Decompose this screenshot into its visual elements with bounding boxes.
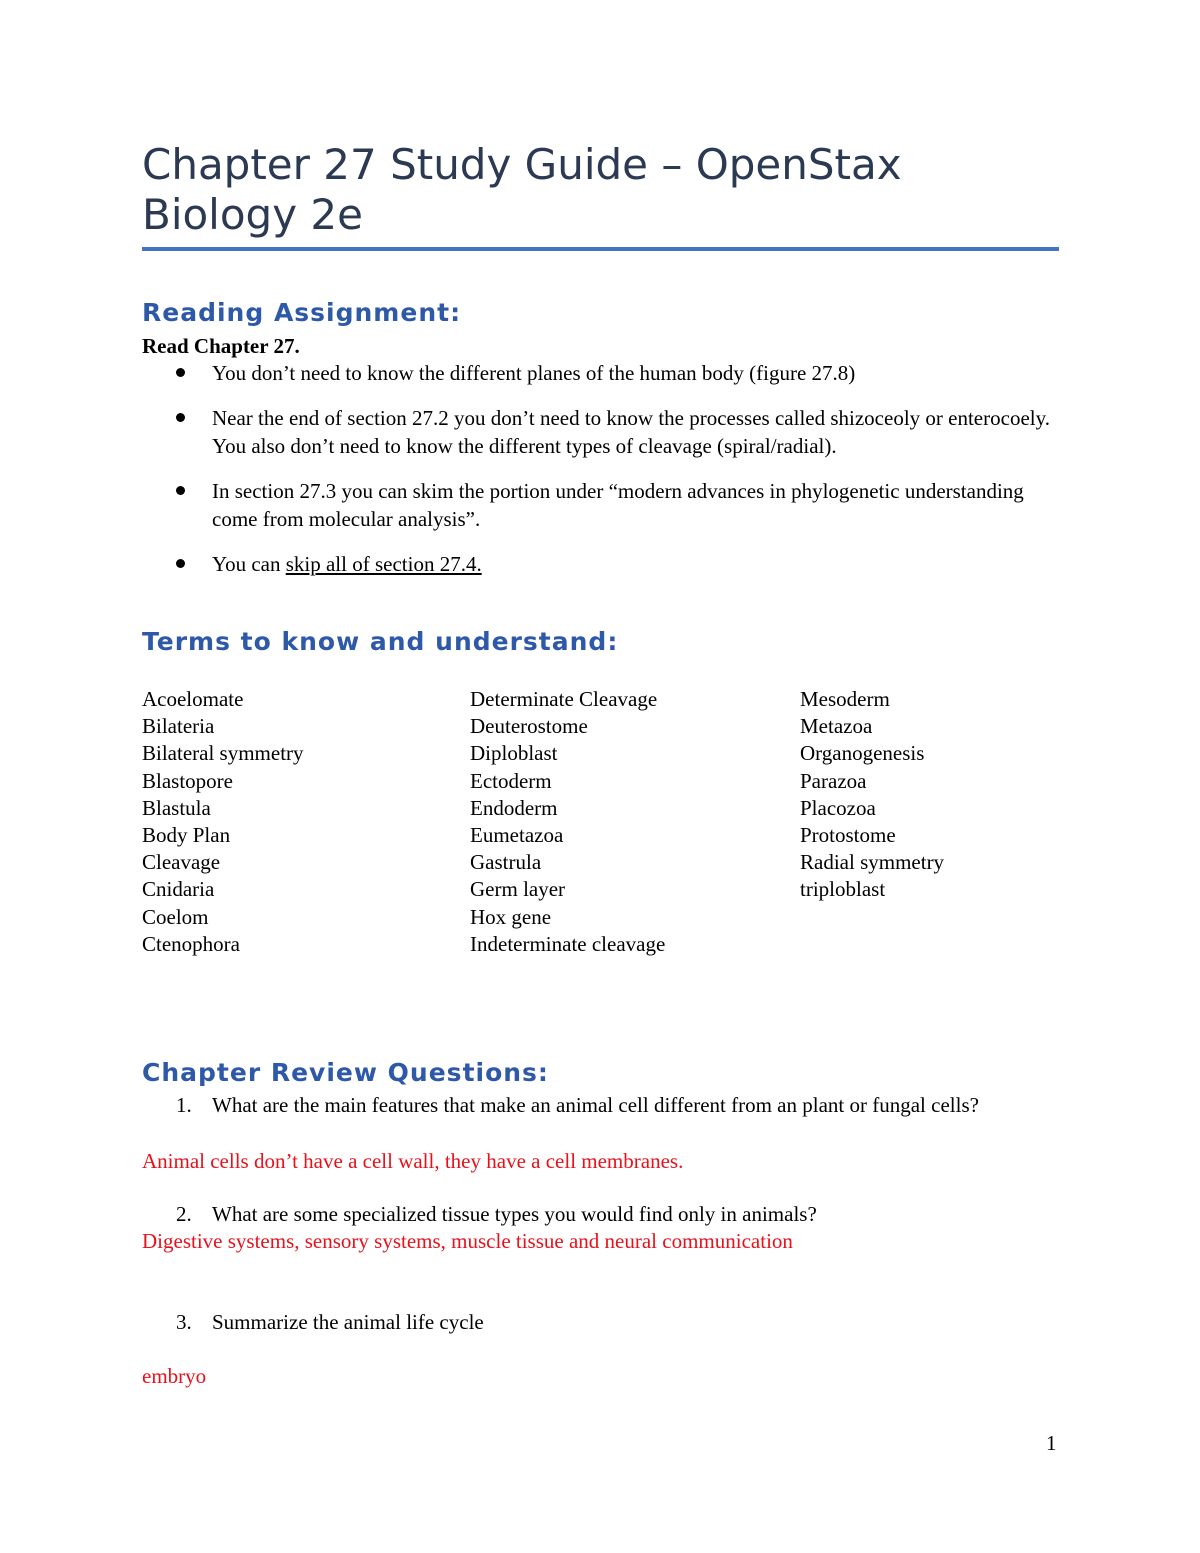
term-item: Parazoa xyxy=(800,768,867,793)
term-item: Germ layer xyxy=(470,877,566,902)
reading-bullet-item xyxy=(142,404,1062,460)
term-item: Bilateral symmetry xyxy=(142,741,304,766)
term-item: Organogenesis xyxy=(800,741,925,766)
question-text: Summarize the animal life cycle xyxy=(212,1310,484,1334)
review-question xyxy=(142,1091,1042,1119)
reading-assignment-heading: Reading Assignment: xyxy=(142,298,462,327)
reading-bullet-item xyxy=(142,359,1062,387)
reading-bullet-list xyxy=(142,359,1062,595)
terms-column-2 xyxy=(470,686,665,958)
term-item: Hox gene xyxy=(470,904,552,929)
term-item: Acoelomate xyxy=(142,687,244,711)
bullet-icon xyxy=(176,559,185,568)
term-item: Body Plan xyxy=(142,823,231,848)
term-item: Blastula xyxy=(142,795,211,820)
term-item: Coelom xyxy=(142,904,209,929)
term-item: Indeterminate cleavage xyxy=(470,931,666,956)
term-item: Cleavage xyxy=(142,850,221,875)
page-number: 1 xyxy=(1046,1431,1057,1455)
terms-column-1 xyxy=(142,686,304,958)
term-item: Gastrula xyxy=(470,850,542,875)
term-item: Protostome xyxy=(800,823,896,848)
reading-instruction: Read Chapter 27. xyxy=(142,334,300,358)
review-heading: Chapter Review Questions: xyxy=(142,1058,549,1087)
document-title: Chapter 27 Study Guide – OpenStax Biology 2e xyxy=(142,140,902,239)
bullet-icon xyxy=(176,413,185,422)
question-number: 3. xyxy=(176,1310,192,1334)
term-item: Ectoderm xyxy=(470,768,552,793)
bullet-icon xyxy=(176,368,185,377)
question-number: 2. xyxy=(176,1202,192,1226)
term-item: Metazoa xyxy=(800,714,873,739)
question-text: What are the main features that make an animal cell different from an plant or fungal cells? xyxy=(212,1093,979,1117)
bullet-text: In section 27.3 you can skim the portion under “modern advances in phylogenetic understanding come from molecular analysis”. xyxy=(212,479,1024,531)
bullet-text-underlined: skip all of section 27.4. xyxy=(285,552,482,576)
review-question xyxy=(142,1200,1042,1228)
review-question xyxy=(142,1308,1042,1336)
question-answer: Animal cells don’t have a cell wall, they have a cell membranes. xyxy=(142,1149,684,1173)
terms-column-3 xyxy=(800,686,944,904)
term-item: triploblast xyxy=(800,877,886,902)
question-answer: Digestive systems, sensory systems, muscle tissue and neural communication xyxy=(142,1229,793,1253)
question-answer: embryo xyxy=(142,1364,207,1388)
term-item: Bilateria xyxy=(142,714,215,739)
term-item: Mesoderm xyxy=(800,687,890,711)
bullet-icon xyxy=(176,486,185,495)
term-item: Endoderm xyxy=(470,795,558,820)
term-item: Placozoa xyxy=(800,795,876,820)
term-item: Ctenophora xyxy=(142,931,240,956)
bullet-text: You don’t need to know the different planes of the human body (figure 27.8) xyxy=(212,361,856,385)
bullet-text: Near the end of section 27.2 you don’t need to know the processes called shizoceoly or enterocoely. You also don’t need to know the different types of cleavage (spiral/radial). xyxy=(212,406,1050,458)
reading-bullet-item xyxy=(142,550,1062,578)
title-underline-rule xyxy=(142,247,1059,251)
terms-heading: Terms to know and understand: xyxy=(142,627,619,656)
term-item: Determinate Cleavage xyxy=(470,687,658,711)
term-item: Blastopore xyxy=(142,768,233,793)
term-item: Radial symmetry xyxy=(800,850,945,875)
term-item: Eumetazoa xyxy=(470,823,564,848)
term-item: Diploblast xyxy=(470,741,558,766)
question-number: 1. xyxy=(176,1093,192,1117)
question-text: What are some specialized tissue types you would find only in animals? xyxy=(212,1202,817,1226)
bullet-text-prefix: You can xyxy=(212,552,286,576)
term-item: Deuterostome xyxy=(470,714,588,739)
reading-bullet-item xyxy=(142,477,1062,533)
term-item: Cnidaria xyxy=(142,877,215,902)
